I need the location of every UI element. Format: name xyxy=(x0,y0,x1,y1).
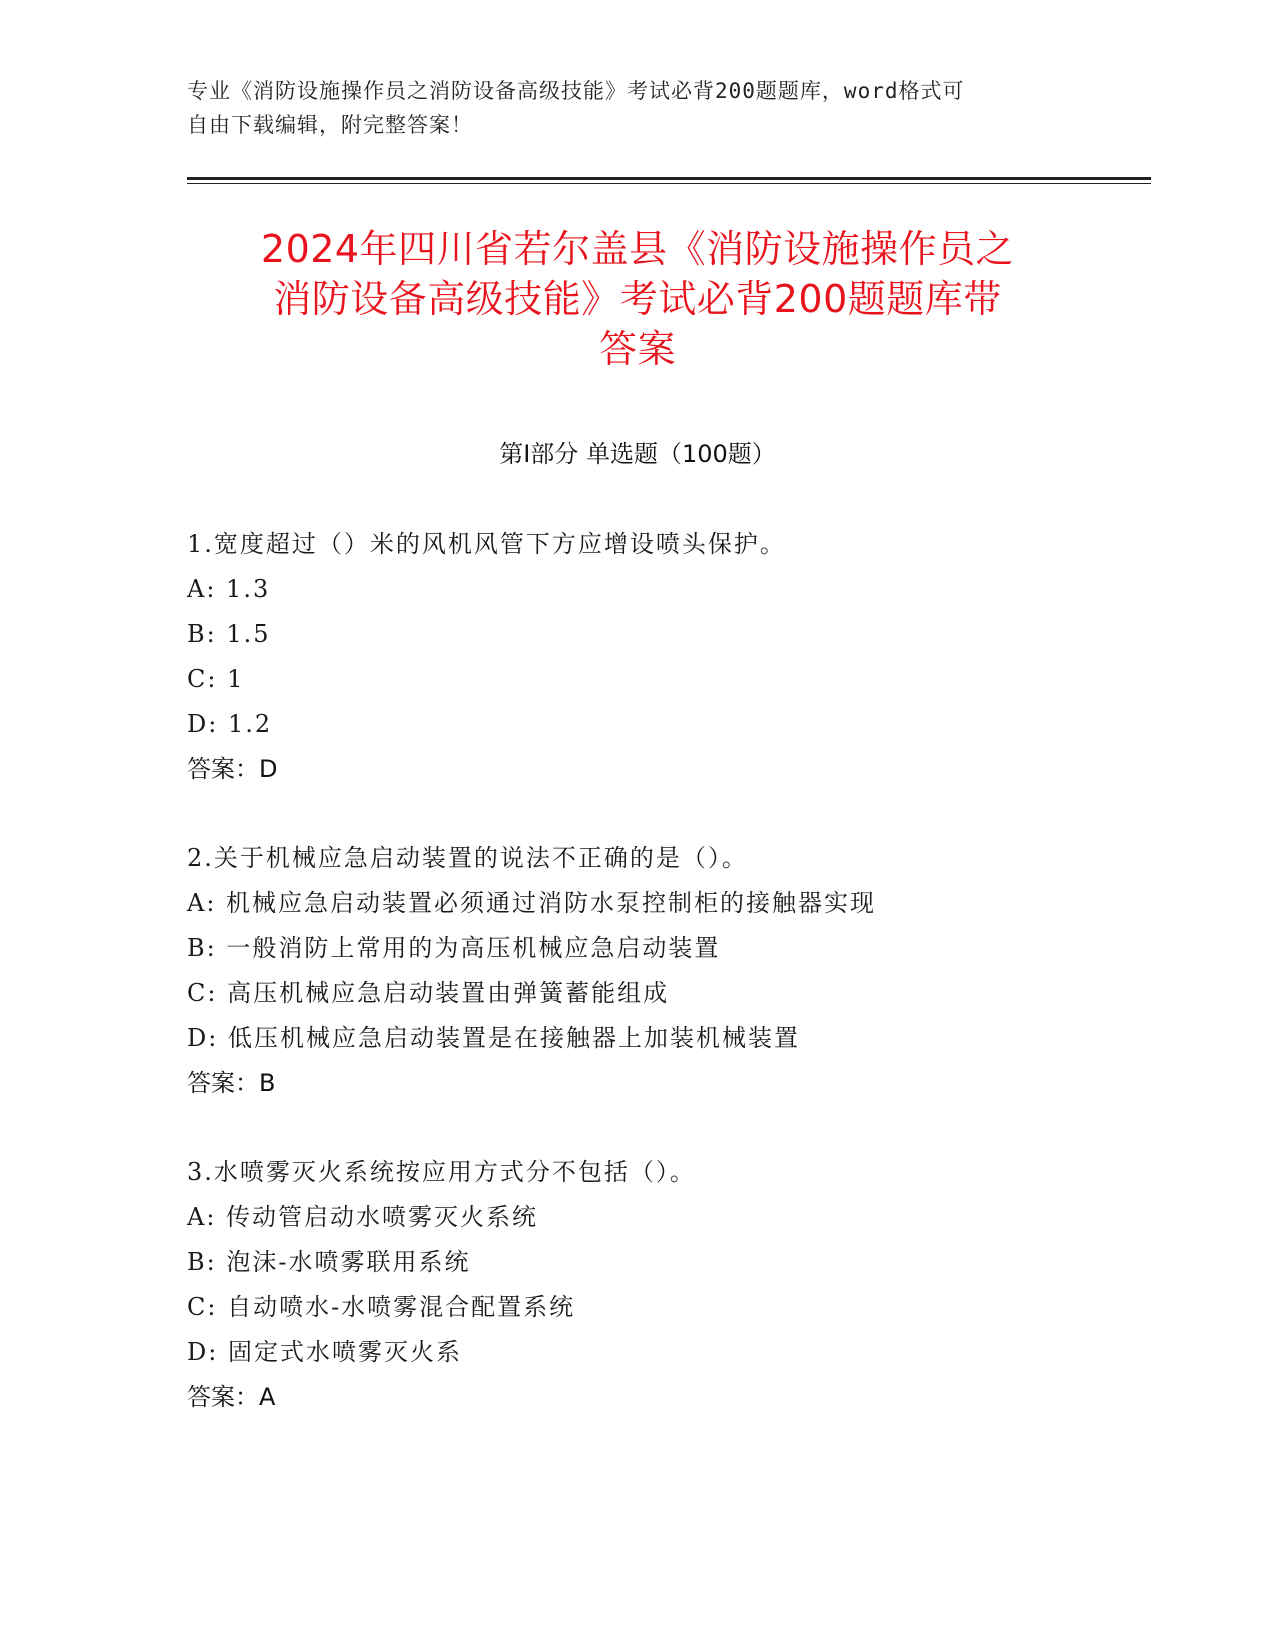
option-c: C: 1 xyxy=(187,665,245,693)
header-note-line-2: 自由下载编辑，附完整答案！ xyxy=(187,113,473,137)
document-title-line-2: 消防设备高级技能》考试必背200题题库带 xyxy=(273,277,1002,321)
option-d: D: 1.2 xyxy=(187,710,273,738)
header-divider-thin xyxy=(187,183,1151,184)
question-2 xyxy=(187,836,1147,1106)
answer-line: 答案：A xyxy=(187,1383,276,1411)
document-title-line-1: 2024年四川省若尔盖县《消防设施操作员之 xyxy=(260,227,1015,271)
option-b: B: 1.5 xyxy=(187,620,271,648)
question-stem: 3.水喷雾灭火系统按应用方式分不包括（）。 xyxy=(187,1158,696,1186)
document-title xyxy=(160,224,1115,374)
option-b: B: 一般消防上常用的为高压机械应急启动装置 xyxy=(187,934,721,962)
question-1 xyxy=(187,522,1147,792)
option-c: C: 自动喷水-水喷雾混合配置系统 xyxy=(187,1293,576,1321)
option-d: D: 固定式水喷雾灭火系 xyxy=(187,1338,462,1366)
header-divider-thick xyxy=(187,177,1151,180)
question-3 xyxy=(187,1150,1147,1420)
option-c: C: 高压机械应急启动装置由弹簧蓄能组成 xyxy=(187,979,670,1007)
option-d: D: 低压机械应急启动装置是在接触器上加装机械装置 xyxy=(187,1024,800,1052)
option-a: A: 传动管启动水喷雾灭火系统 xyxy=(187,1203,539,1231)
option-b: B: 泡沫-水喷雾联用系统 xyxy=(187,1248,471,1276)
answer-line: 答案：B xyxy=(187,1069,276,1097)
question-list xyxy=(187,522,1147,1464)
header-note xyxy=(187,74,1087,142)
section-heading: 第Ⅰ部分 单选题（100题） xyxy=(499,440,776,468)
option-a: A: 机械应急启动装置必须通过消防水泵控制柜的接触器实现 xyxy=(187,889,877,917)
document-title-line-3: 答案 xyxy=(598,327,676,371)
header-note-line-1: 专业《消防设施操作员之消防设备高级技能》考试必背200题题库，word格式可 xyxy=(187,79,965,103)
question-stem: 1.宽度超过（）米的风机风管下方应增设喷头保护。 xyxy=(187,530,786,558)
option-a: A: 1.3 xyxy=(187,575,271,603)
question-stem: 2.关于机械应急启动装置的说法不正确的是（）。 xyxy=(187,844,748,872)
answer-line: 答案：D xyxy=(187,755,278,783)
